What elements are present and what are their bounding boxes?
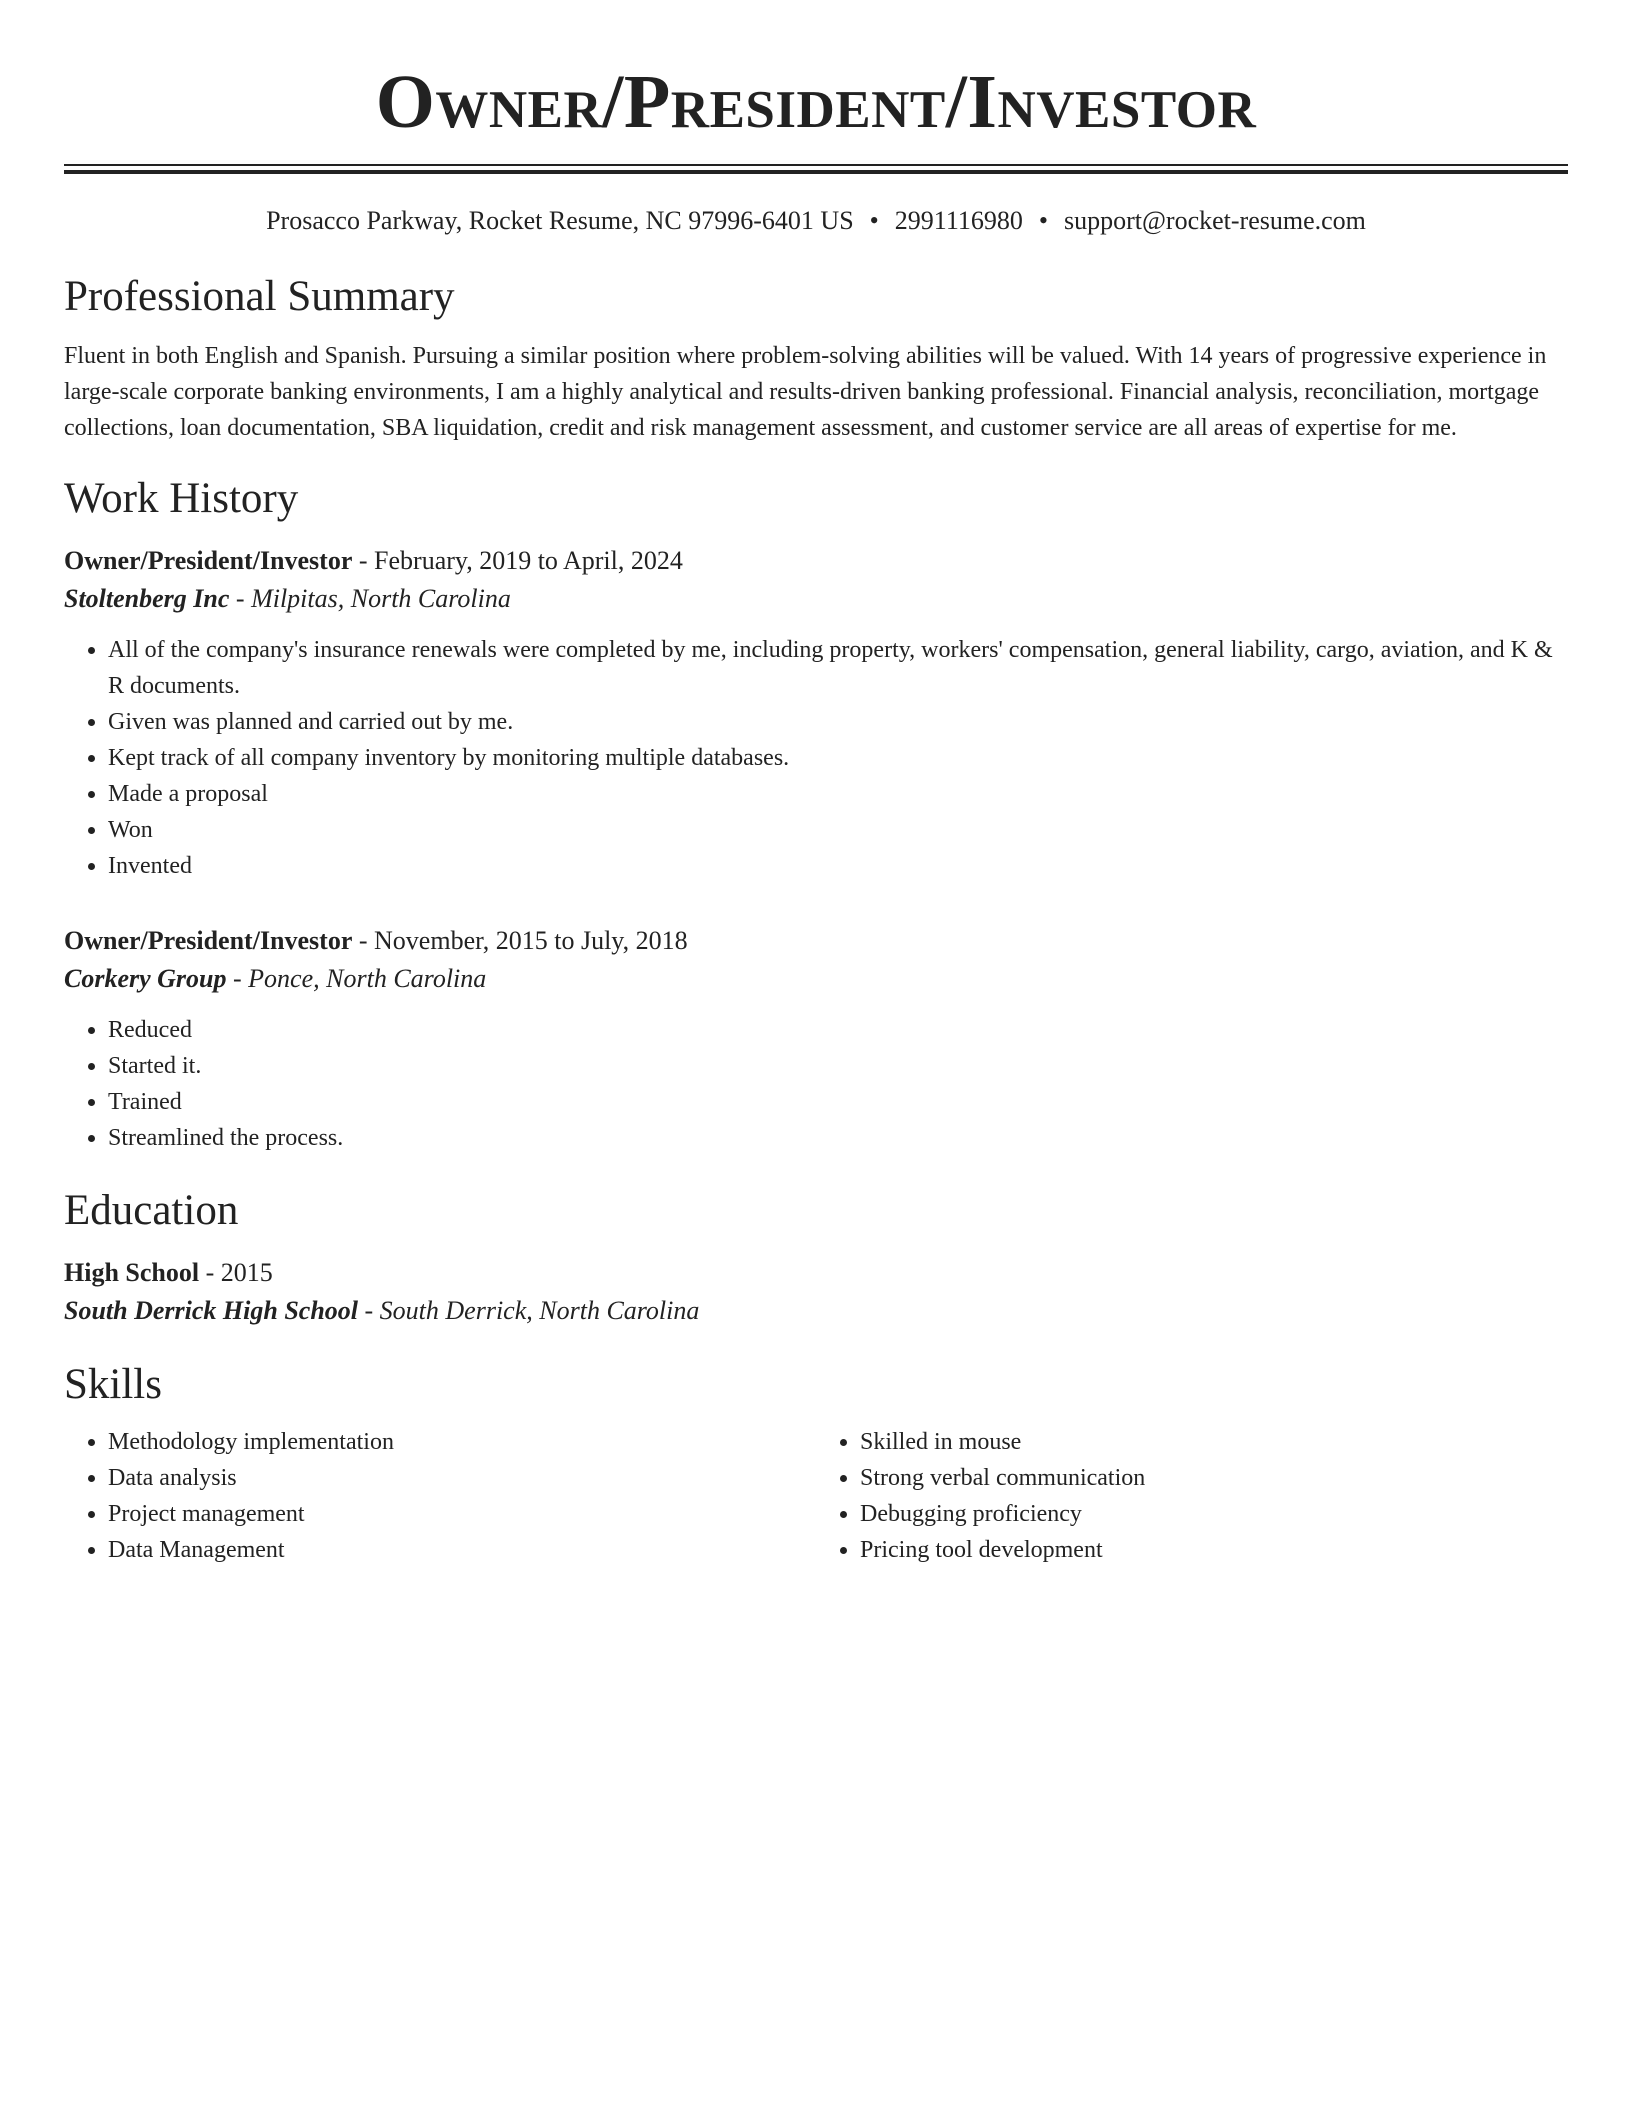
skill-item: • Strong verbal communication [860, 1460, 1568, 1496]
skills-list-left [64, 1424, 816, 1568]
job-role: Owner/President/Investor [64, 546, 353, 575]
education-heading: Education [64, 1187, 239, 1234]
work-history-heading: Work History [64, 475, 299, 522]
contact-separator: • [869, 206, 879, 235]
job-location: - Milpitas, North Carolina [229, 584, 511, 613]
job-title-line [64, 542, 1568, 580]
job-company-line [64, 960, 1568, 998]
contact-separator: • [1038, 206, 1048, 235]
summary-heading: Professional Summary [64, 273, 455, 320]
job-bullet: • Trained [108, 1084, 1568, 1120]
skill-item: • Data Management [108, 1532, 816, 1568]
job-entry [64, 922, 1568, 1156]
skill-item: • Debugging proficiency [860, 1496, 1568, 1532]
job-company: Stoltenberg Inc [64, 584, 230, 613]
job-bullet: • Made a proposal [108, 776, 1568, 812]
education-school: South Derrick High School [64, 1296, 359, 1325]
summary-text: Fluent in both English and Spanish. Pursuing a similar position where problem-solving abilities will be valued. With 14 years of progressive experience in large-scale corporate banking environments, I am a highly analytical and results-driven banking professional. Financial analysis, reconciliation, mortgage collections, loan documentation, SBA liquidation, credit and risk management assessment, and customer service are all areas of expertise for me. [64, 343, 1547, 441]
contact-email: support@rocket-resume.com [1063, 206, 1366, 235]
job-role: Owner/President/Investor [64, 926, 353, 955]
job-bullet: • Kept track of all company inventory by monitoring multiple databases. [108, 740, 1568, 776]
job-company: Corkery Group [64, 964, 227, 993]
job-entry [64, 542, 1568, 884]
header-divider [64, 164, 1568, 174]
job-dates: - February, 2019 to April, 2024 [352, 546, 683, 575]
job-bullet: • Streamlined the process. [108, 1120, 1568, 1156]
resume-name: Owner/President/Investor [375, 60, 1257, 144]
job-bullet: • Reduced [108, 1012, 1568, 1048]
skills-columns [64, 1424, 1568, 1568]
contact-phone: 2991116980 [894, 206, 1023, 235]
education-degree-line [64, 1254, 1568, 1292]
job-company-line [64, 580, 1568, 618]
education-location: - South Derrick, North Carolina [358, 1296, 700, 1325]
job-bullet-list [64, 1012, 1568, 1156]
job-location: - Ponce, North Carolina [226, 964, 487, 993]
job-bullet: • Won [108, 812, 1568, 848]
education-degree: High School [64, 1258, 200, 1287]
education-entry [64, 1254, 1568, 1330]
job-bullet: • Given was planned and carried out by me. [108, 704, 1568, 740]
job-bullet: • All of the company's insurance renewals were completed by me, including property, workers' compensation, general liability, cargo, aviation, and K & R documents. [108, 632, 1568, 704]
job-bullet: • Started it. [108, 1048, 1568, 1084]
job-bullet-list [64, 632, 1568, 884]
skill-item: • Methodology implementation [108, 1424, 816, 1460]
job-title-line [64, 922, 1568, 960]
contact-line [64, 204, 1568, 238]
education-year: - 2015 [199, 1258, 273, 1287]
contact-address: Prosacco Parkway, Rocket Resume, NC 97996-6401 US [266, 206, 854, 235]
job-bullet: • Invented [108, 848, 1568, 884]
job-dates: - November, 2015 to July, 2018 [352, 926, 688, 955]
skills-list-right [816, 1424, 1568, 1568]
skills-heading: Skills [64, 1361, 162, 1408]
education-school-line [64, 1292, 1568, 1330]
skill-item: • Skilled in mouse [860, 1424, 1568, 1460]
skill-item: • Pricing tool development [860, 1532, 1568, 1568]
skill-item: • Project management [108, 1496, 816, 1532]
skill-item: • Data analysis [108, 1460, 816, 1496]
